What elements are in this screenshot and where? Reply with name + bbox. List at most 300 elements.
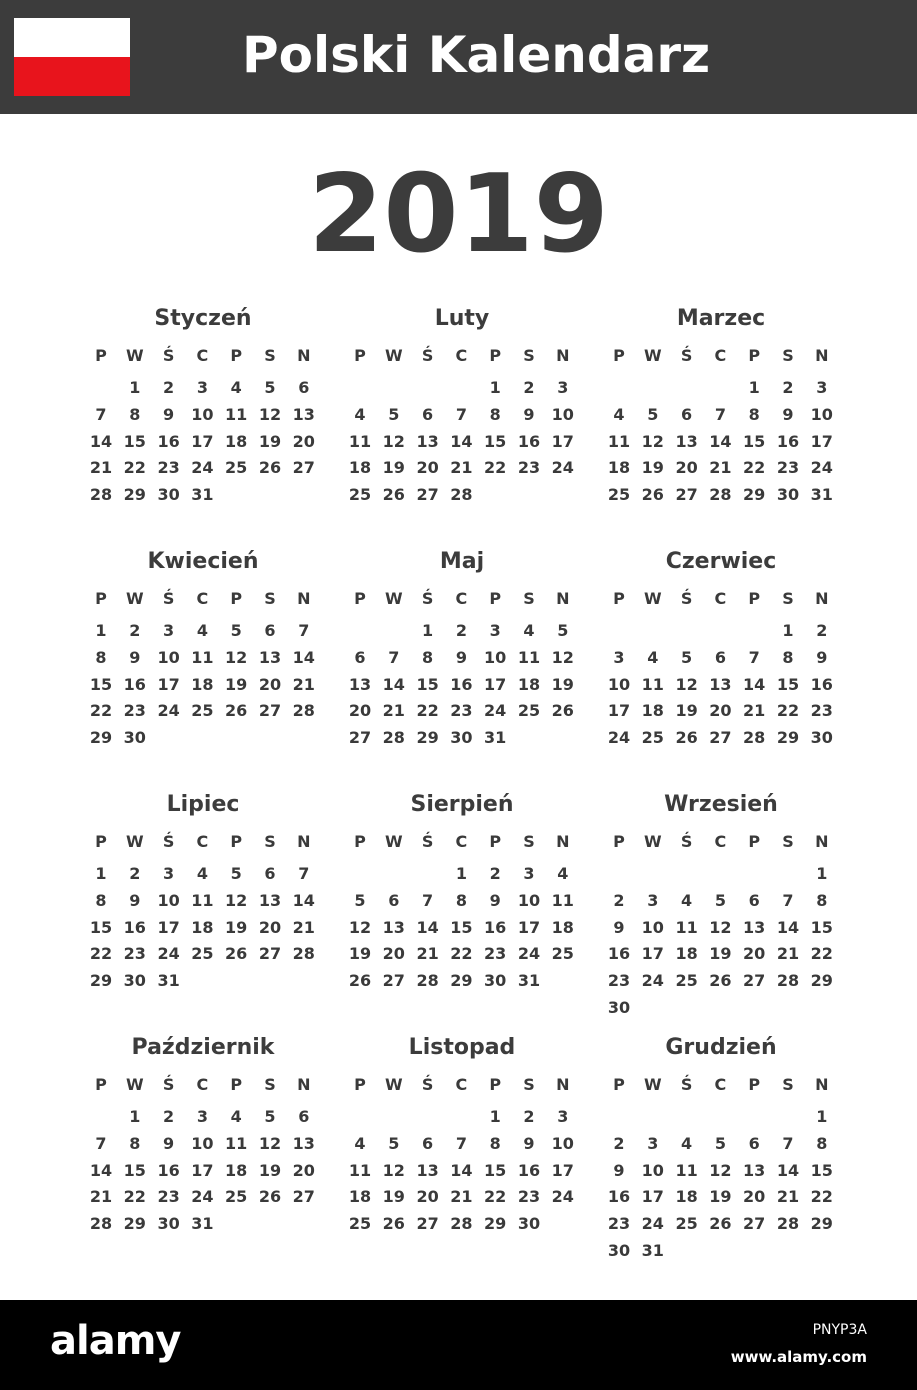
day-cell: 3 (557, 1107, 569, 1126)
day-cell: 4 (557, 864, 569, 883)
day-cell: 20 (743, 944, 766, 964)
day-cell: 13 (743, 917, 766, 937)
day-cell: 8 (816, 1133, 828, 1153)
day-cell: 16 (157, 1160, 180, 1180)
day-cell: 6 (422, 1133, 434, 1153)
day-cell: 14 (416, 917, 439, 937)
header-bar (0, 0, 917, 114)
weekday-header: C (714, 346, 727, 365)
day-cell: 24 (641, 1214, 664, 1234)
day-cell: 18 (551, 917, 574, 937)
weekday-header: P (613, 346, 625, 365)
day-cell: 5 (230, 621, 242, 640)
weekday-header: P (354, 346, 366, 365)
day-cell: 26 (382, 485, 405, 505)
month-name: Kwiecień (147, 549, 259, 574)
day-cell: 7 (714, 404, 726, 424)
day-cell: 14 (292, 647, 315, 667)
day-cell: 12 (258, 1133, 282, 1153)
day-cell: 27 (743, 971, 766, 991)
day-cell: 15 (810, 917, 833, 937)
day-cell: 9 (613, 917, 625, 937)
day-cell: 27 (709, 728, 732, 748)
day-cell: 6 (714, 647, 726, 667)
day-cell: 12 (382, 1160, 405, 1180)
day-cell: 13 (743, 1160, 766, 1180)
weekday-header: Ś (162, 1075, 175, 1094)
day-cell: 16 (450, 674, 473, 694)
weekday-header: N (556, 346, 570, 365)
day-cell: 15 (810, 1160, 833, 1180)
day-cell: 22 (89, 701, 113, 721)
day-cell: 25 (675, 971, 698, 991)
day-cell: 28 (776, 1214, 800, 1234)
day-cell: 23 (157, 458, 180, 478)
day-cell: 20 (292, 431, 315, 451)
weekday-header: Ś (162, 346, 175, 365)
day-cell: 9 (455, 647, 467, 667)
day-cell: 23 (607, 1214, 631, 1234)
day-cell: 10 (157, 890, 180, 910)
weekday-header: P (489, 589, 502, 608)
day-cell: 22 (123, 1187, 146, 1207)
day-cell: 10 (551, 1133, 574, 1153)
day-cell: 6 (422, 404, 434, 424)
day-cell: 7 (455, 404, 467, 424)
day-cell: 3 (816, 378, 828, 397)
weekday-header: Ś (421, 589, 434, 608)
weekday-header: S (523, 832, 535, 851)
day-cell: 27 (416, 1214, 439, 1234)
day-cell: 24 (191, 1187, 214, 1207)
day-cell: 16 (123, 917, 146, 937)
day-cell: 1 (748, 378, 760, 397)
day-cell: 3 (163, 621, 175, 640)
day-cell: 9 (489, 890, 501, 910)
weekday-header: W (125, 589, 144, 608)
image-id: PNYP3A (812, 1322, 867, 1338)
weekday-header: Ś (680, 1075, 693, 1094)
day-cell: 26 (258, 458, 282, 478)
day-cell: 17 (551, 1160, 574, 1180)
day-cell: 28 (292, 944, 315, 964)
day-cell: 7 (455, 1133, 467, 1153)
day-cell: 10 (191, 404, 214, 424)
day-cell: 20 (258, 674, 282, 694)
day-cell: 11 (641, 674, 664, 694)
day-cell: 14 (776, 917, 800, 937)
weekday-header: N (297, 832, 311, 851)
day-cell: 21 (416, 944, 439, 964)
day-cell: 18 (348, 1187, 372, 1207)
month-name: Czerwiec (665, 549, 777, 574)
weekday-header: P (95, 1075, 107, 1094)
day-cell: 18 (641, 701, 664, 721)
day-cell: 18 (225, 431, 248, 451)
day-cell: 18 (517, 674, 541, 694)
weekday-header: P (748, 589, 761, 608)
weekday-header: Ś (162, 589, 175, 608)
day-cell: 11 (191, 647, 214, 667)
weekday-header: P (354, 589, 366, 608)
day-cell: 28 (776, 971, 800, 991)
weekday-header: Ś (680, 832, 693, 851)
day-cell: 24 (810, 458, 833, 478)
day-cell: 29 (89, 971, 113, 991)
day-cell: 3 (523, 864, 535, 883)
weekday-header: C (455, 832, 468, 851)
day-cell: 26 (225, 701, 248, 721)
day-cell: 23 (484, 944, 507, 964)
day-cell: 22 (484, 458, 507, 478)
day-cell: 19 (382, 458, 405, 478)
day-cell: 6 (748, 890, 760, 910)
day-cell: 12 (709, 1160, 732, 1180)
day-cell: 6 (298, 1107, 310, 1126)
weekday-header: C (196, 589, 209, 608)
weekday-header: P (354, 832, 366, 851)
weekday-header: S (264, 1075, 276, 1094)
day-cell: 2 (455, 621, 467, 640)
weekday-header: P (489, 346, 502, 365)
month-name: Sierpień (410, 792, 514, 817)
day-cell: 21 (382, 701, 405, 721)
weekday-header: N (815, 1075, 829, 1094)
day-cell: 5 (647, 404, 659, 424)
day-cell: 14 (709, 431, 732, 451)
weekday-header: P (748, 346, 761, 365)
day-cell: 23 (517, 458, 541, 478)
day-cell: 24 (517, 944, 541, 964)
weekday-header: P (613, 589, 625, 608)
day-cell: 21 (89, 458, 113, 478)
footer-bar (0, 1300, 917, 1390)
day-cell: 16 (157, 431, 180, 451)
day-cell: 3 (557, 378, 569, 397)
day-cell: 14 (450, 1160, 473, 1180)
day-cell: 17 (191, 431, 214, 451)
day-cell: 4 (681, 1133, 693, 1153)
day-cell: 21 (292, 917, 315, 937)
day-cell: 29 (810, 1214, 833, 1234)
day-cell: 8 (748, 404, 760, 424)
day-cell: 8 (455, 890, 467, 910)
day-cell: 29 (743, 485, 766, 505)
day-cell: 8 (129, 404, 141, 424)
day-cell: 7 (95, 1133, 107, 1153)
day-cell: 10 (641, 917, 664, 937)
day-cell: 12 (225, 647, 248, 667)
weekday-header: P (95, 589, 107, 608)
day-cell: 17 (484, 674, 507, 694)
day-cell: 26 (551, 701, 574, 721)
day-cell: 28 (450, 1214, 473, 1234)
day-cell: 8 (95, 647, 107, 667)
weekday-header: P (613, 832, 625, 851)
day-cell: 20 (258, 917, 282, 937)
weekday-header: N (815, 346, 829, 365)
weekday-header: N (297, 589, 311, 608)
day-cell: 2 (129, 864, 141, 883)
day-cell: 29 (416, 728, 439, 748)
weekday-header: W (384, 832, 403, 851)
day-cell: 22 (123, 458, 146, 478)
day-cell: 22 (484, 1187, 507, 1207)
day-cell: 12 (675, 674, 698, 694)
day-cell: 8 (816, 890, 828, 910)
day-cell: 21 (450, 458, 473, 478)
day-cell: 28 (89, 1214, 113, 1234)
month-name: Grudzień (665, 1035, 777, 1060)
day-cell: 10 (517, 890, 541, 910)
day-cell: 1 (782, 621, 794, 640)
day-cell: 24 (551, 458, 574, 478)
weekday-header: P (748, 1075, 761, 1094)
weekday-header: W (643, 589, 662, 608)
day-cell: 22 (810, 1187, 833, 1207)
day-cell: 30 (776, 485, 800, 505)
day-cell: 14 (776, 1160, 800, 1180)
month-name: Wrzesień (664, 792, 778, 817)
day-cell: 4 (647, 647, 659, 667)
day-cell: 23 (607, 971, 631, 991)
day-cell: 3 (489, 621, 501, 640)
day-cell: 5 (264, 1107, 276, 1126)
day-cell: 21 (89, 1187, 113, 1207)
day-cell: 5 (388, 1133, 400, 1153)
day-cell: 5 (264, 378, 276, 397)
weekday-header: P (95, 346, 107, 365)
weekday-header: P (613, 1075, 625, 1094)
day-cell: 23 (517, 1187, 541, 1207)
weekday-header: W (643, 1075, 662, 1094)
day-cell: 9 (129, 647, 141, 667)
day-cell: 29 (810, 971, 833, 991)
day-cell: 4 (354, 1133, 366, 1153)
day-cell: 13 (258, 647, 282, 667)
day-cell: 18 (675, 944, 698, 964)
day-cell: 20 (416, 458, 439, 478)
day-cell: 9 (163, 404, 175, 424)
weekday-header: C (455, 1075, 468, 1094)
day-cell: 17 (551, 431, 574, 451)
day-cell: 6 (354, 647, 366, 667)
day-cell: 27 (292, 1187, 315, 1207)
day-cell: 30 (517, 1214, 541, 1234)
weekday-header: C (455, 589, 468, 608)
weekday-header: S (264, 346, 276, 365)
day-cell: 4 (196, 621, 208, 640)
poland-flag-icon (14, 18, 130, 96)
day-cell: 10 (641, 1160, 664, 1180)
day-cell: 14 (292, 890, 315, 910)
day-cell: 19 (225, 917, 248, 937)
day-cell: 25 (191, 701, 214, 721)
day-cell: 31 (157, 971, 180, 991)
day-cell: 1 (489, 1107, 501, 1126)
month-name: Styczeń (154, 306, 252, 331)
day-cell: 24 (157, 944, 180, 964)
weekday-header: N (556, 832, 570, 851)
day-cell: 12 (551, 647, 574, 667)
day-cell: 23 (810, 701, 833, 721)
weekday-header: P (230, 589, 243, 608)
day-cell: 2 (613, 1133, 625, 1153)
day-cell: 2 (523, 1107, 535, 1126)
month-name: Luty (434, 306, 490, 331)
day-cell: 11 (517, 647, 541, 667)
day-cell: 12 (709, 917, 732, 937)
day-cell: 8 (422, 647, 434, 667)
day-cell: 31 (517, 971, 541, 991)
day-cell: 13 (416, 1160, 439, 1180)
day-cell: 17 (157, 917, 180, 937)
day-cell: 15 (450, 917, 473, 937)
day-cell: 26 (709, 971, 732, 991)
day-cell: 16 (517, 431, 541, 451)
day-cell: 15 (416, 674, 439, 694)
day-cell: 10 (607, 674, 631, 694)
day-cell: 15 (123, 431, 146, 451)
day-cell: 31 (191, 485, 214, 505)
day-cell: 28 (709, 485, 732, 505)
day-cell: 31 (191, 1214, 214, 1234)
day-cell: 9 (613, 1160, 625, 1180)
day-cell: 8 (489, 1133, 501, 1153)
day-cell: 25 (348, 485, 372, 505)
day-cell: 24 (157, 701, 180, 721)
day-cell: 14 (89, 431, 113, 451)
day-cell: 3 (647, 1133, 659, 1153)
day-cell: 29 (450, 971, 473, 991)
day-cell: 7 (298, 621, 310, 640)
day-cell: 16 (607, 944, 631, 964)
day-cell: 20 (743, 1187, 766, 1207)
day-cell: 9 (163, 1133, 175, 1153)
day-cell: 29 (776, 728, 800, 748)
weekday-header: P (230, 832, 243, 851)
day-cell: 22 (810, 944, 833, 964)
day-cell: 1 (129, 1107, 141, 1126)
day-cell: 6 (748, 1133, 760, 1153)
day-cell: 30 (484, 971, 507, 991)
day-cell: 30 (157, 1214, 180, 1234)
weekday-header: C (714, 832, 727, 851)
day-cell: 6 (298, 378, 310, 397)
day-cell: 26 (382, 1214, 405, 1234)
day-cell: 29 (123, 1214, 146, 1234)
day-cell: 29 (123, 485, 146, 505)
day-cell: 20 (675, 458, 698, 478)
day-cell: 13 (348, 674, 372, 694)
day-cell: 30 (810, 728, 833, 748)
weekday-header: W (643, 346, 662, 365)
day-cell: 30 (607, 1241, 631, 1260)
day-cell: 18 (607, 458, 631, 478)
day-cell: 7 (388, 647, 400, 667)
weekday-header: W (384, 1075, 403, 1094)
day-cell: 7 (298, 864, 310, 883)
weekday-header: S (523, 589, 535, 608)
day-cell: 2 (129, 621, 141, 640)
month-name: Maj (439, 549, 485, 574)
day-cell: 16 (123, 674, 146, 694)
site-url: www.alamy.com (730, 1348, 867, 1366)
day-cell: 28 (382, 728, 405, 748)
day-cell: 13 (709, 674, 732, 694)
day-cell: 9 (816, 647, 828, 667)
day-cell: 2 (782, 378, 794, 397)
day-cell: 15 (123, 1160, 146, 1180)
day-cell: 1 (95, 621, 107, 640)
day-cell: 30 (157, 485, 180, 505)
day-cell: 25 (191, 944, 214, 964)
weekday-header: S (264, 832, 276, 851)
weekday-header: S (523, 346, 535, 365)
day-cell: 22 (743, 458, 766, 478)
day-cell: 4 (354, 404, 366, 424)
day-cell: 20 (292, 1160, 315, 1180)
day-cell: 24 (484, 701, 507, 721)
day-cell: 14 (743, 674, 766, 694)
weekday-header: P (489, 832, 502, 851)
day-cell: 8 (129, 1133, 141, 1153)
day-cell: 1 (455, 864, 467, 883)
day-cell: 14 (89, 1160, 113, 1180)
day-cell: 8 (489, 404, 501, 424)
day-cell: 27 (743, 1214, 766, 1234)
day-cell: 6 (264, 621, 276, 640)
weekday-header: W (125, 1075, 144, 1094)
day-cell: 6 (681, 404, 693, 424)
day-cell: 7 (95, 404, 107, 424)
day-cell: 11 (225, 404, 248, 424)
weekday-header: P (748, 832, 761, 851)
day-cell: 21 (709, 458, 732, 478)
day-cell: 27 (675, 485, 698, 505)
day-cell: 3 (613, 647, 625, 667)
day-cell: 26 (348, 971, 372, 991)
day-cell: 10 (484, 647, 507, 667)
day-cell: 19 (641, 458, 664, 478)
weekday-header: W (384, 346, 403, 365)
weekday-header: W (125, 832, 144, 851)
month-name: Listopad (408, 1035, 516, 1060)
weekday-header: C (714, 589, 727, 608)
day-cell: 21 (450, 1187, 473, 1207)
day-cell: 23 (123, 944, 146, 964)
day-cell: 19 (382, 1187, 405, 1207)
day-cell: 2 (489, 864, 501, 883)
day-cell: 18 (191, 674, 214, 694)
day-cell: 1 (816, 864, 828, 883)
day-cell: 24 (641, 971, 664, 991)
day-cell: 2 (523, 378, 535, 397)
day-cell: 26 (709, 1214, 732, 1234)
weekday-header: Ś (421, 832, 434, 851)
day-cell: 30 (123, 971, 146, 991)
day-cell: 20 (416, 1187, 439, 1207)
day-cell: 20 (709, 701, 732, 721)
day-cell: 19 (675, 701, 698, 721)
weekday-header: C (196, 1075, 209, 1094)
day-cell: 18 (191, 917, 214, 937)
day-cell: 25 (607, 485, 631, 505)
weekday-header: C (455, 346, 468, 365)
day-cell: 31 (810, 485, 833, 505)
weekday-header: N (556, 1075, 570, 1094)
day-cell: 22 (450, 944, 473, 964)
